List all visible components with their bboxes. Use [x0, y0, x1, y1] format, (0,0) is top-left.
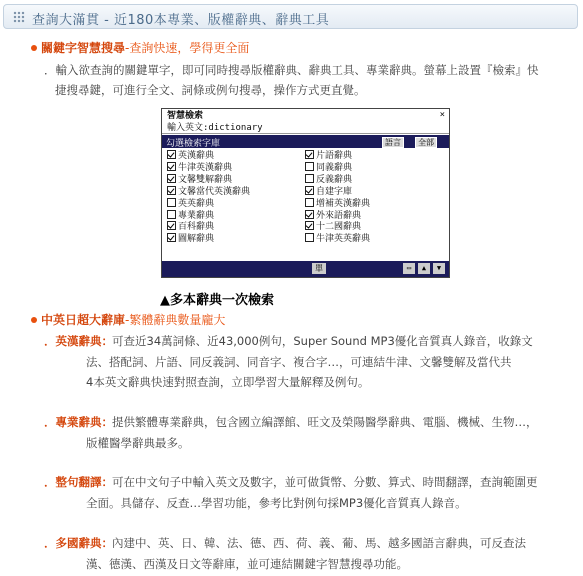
- dictionary-option-label: 增補英漢辭典: [316, 198, 371, 209]
- dictionary-option-right: [305, 233, 370, 244]
- dictionary-option-left: [167, 150, 214, 161]
- arrow-up-icon: ▲: [418, 263, 430, 274]
- feature-label: ．專業辭典：: [44, 415, 113, 429]
- dictionary-option-label: 專業辭典: [178, 210, 215, 221]
- checkbox-icon: [305, 174, 314, 183]
- dictionary-option-left: [167, 162, 232, 173]
- screenshot-caption: ▲多本辭典一次檢索: [160, 293, 274, 308]
- feature-description-line: 漢、德漢、西漢及日文等辭庫，並可連結關鍵字智慧搜尋功能。: [86, 556, 408, 571]
- dictionary-option-left: [167, 210, 214, 221]
- device-screenshot: [161, 108, 450, 278]
- dictionary-option-left: [167, 233, 214, 244]
- keyboard-icon: ▭: [403, 263, 415, 274]
- feature-label: ．多國辭典：: [44, 536, 113, 550]
- select-all-button: 全部: [415, 137, 437, 148]
- device-footer: [162, 261, 449, 277]
- arrow-down-icon: ▼: [433, 263, 445, 274]
- device-tab-label: 勾選檢索字庫: [166, 139, 221, 149]
- footer-mid-button: 單: [312, 263, 326, 274]
- checkbox-icon: [305, 150, 314, 159]
- dictionary-option-left: [167, 221, 214, 232]
- checkbox-icon: [305, 221, 314, 230]
- dictionary-option-right: [305, 186, 352, 197]
- checkbox-icon: [167, 221, 176, 230]
- dictionary-option-label: 文馨當代英漢辭典: [178, 186, 251, 197]
- dictionary-option-label: 自建字庫: [316, 186, 353, 197]
- dictionary-option-label: 外來語辭典: [316, 210, 362, 221]
- dictionary-option-left: [167, 186, 250, 197]
- feature-description-line: 內建中、英、日、韓、法、德、西、荷、義、葡、馬、越多國語言辭典，可反查法: [112, 536, 526, 550]
- feature-label: ．英漢辭典：: [44, 334, 113, 348]
- feature-label: ．整句翻譯：: [44, 475, 113, 489]
- section1-body-line1: ．輸入欲查詢的關鍵單字，即可同時搜尋版權辭典、辭典工具、專業辭典。螢幕上設置『檢索』快: [44, 63, 539, 77]
- feature-description-line: 可查近34萬詞條、近43,000例句，Super Sound MP3優化音質真人錄音，收錄文: [112, 334, 533, 348]
- dictionary-option-label: 牛津英漢辭典: [178, 162, 233, 173]
- checkbox-icon: [167, 198, 176, 207]
- dictionary-option-right: [305, 150, 352, 161]
- dictionary-option-right: [305, 221, 361, 232]
- dictionary-option-label: 圖解辭典: [178, 234, 215, 245]
- checkbox-icon: [167, 210, 176, 219]
- checkbox-icon: [167, 150, 176, 159]
- device-input: 輸入英文:dictionary: [162, 122, 449, 134]
- section1-title: 關鍵字智慧搜尋-查詢快速，學得更全面: [41, 41, 250, 55]
- checkbox-icon: [305, 198, 314, 207]
- language-button: 語言: [382, 137, 404, 148]
- header-title: 查詢大滿貫 - 近180本專業、版權辭典、辭典工具: [32, 13, 330, 28]
- dictionary-option-left: [167, 174, 232, 185]
- bullet-icon: [31, 317, 37, 323]
- dictionary-option-right: [305, 198, 370, 209]
- device-tabbar: [162, 135, 449, 148]
- dictionary-option-label: 同義辭典: [316, 162, 353, 173]
- dictionary-option-label: 牛津英英辭典: [316, 234, 371, 245]
- feature-description-line: 提供繁體專業辭典，包含國立編譯館、旺文及榮陽醫學辭典、電腦、機械、生物…，: [112, 415, 538, 429]
- checkbox-icon: [305, 186, 314, 195]
- section1-body-line2: 捷搜尋鍵，可進行全文、詞條或例句搜尋，操作方式更直覺。: [55, 83, 366, 97]
- dictionary-option-label: 十二國辭典: [316, 222, 362, 233]
- checkbox-icon: [305, 233, 314, 242]
- dictionary-option-label: 英英辭典: [178, 198, 215, 209]
- checkbox-icon: [305, 210, 314, 219]
- feature-description-line: 可在中文句子中輸入英文及數字，並可做貨幣、分數、算式、時間翻譯，查詢範圍更: [112, 475, 538, 489]
- close-icon: ×: [439, 110, 445, 120]
- section2-title: 中英日超大辭庫-繁體辭典數量龐大: [41, 313, 226, 327]
- checkbox-icon: [167, 174, 176, 183]
- feature-description-line: 4本英文辭典快速對照查詢，立即學習大量解釋及例句。: [86, 375, 370, 389]
- checkbox-icon: [167, 186, 176, 195]
- checkbox-icon: [167, 162, 176, 171]
- device-title: 智慧檢索: [167, 111, 204, 121]
- feature-description-line: 法、搭配詞、片語、同反義詞、同音字、複合字…，可連結牛津、文馨雙解及當代共: [86, 354, 512, 369]
- dictionary-option-label: 片語辭典: [316, 151, 353, 161]
- feature-description-line: 全面。具儲存、反查…學習功能，參考比對例句採MP3優化音質真人錄音。: [86, 495, 467, 510]
- bullet-icon: [31, 45, 37, 51]
- dictionary-option-label: 百科辭典: [178, 222, 215, 233]
- dictionary-option-label: 反義辭典: [316, 174, 353, 185]
- dictionary-option-right: [305, 210, 361, 221]
- section-header: [3, 4, 578, 29]
- dictionary-option-right: [305, 174, 352, 185]
- checkbox-icon: [167, 233, 176, 242]
- dictionary-option-left: [167, 198, 214, 209]
- dictionary-option-right: [305, 162, 352, 173]
- grip-icon: [13, 11, 25, 23]
- dictionary-option-label: 文馨雙解辭典: [178, 174, 233, 185]
- feature-description-line: 版權醫學辭典最多。: [86, 435, 190, 450]
- checkbox-icon: [305, 162, 314, 171]
- dictionary-option-label: 英漢辭典: [178, 151, 215, 161]
